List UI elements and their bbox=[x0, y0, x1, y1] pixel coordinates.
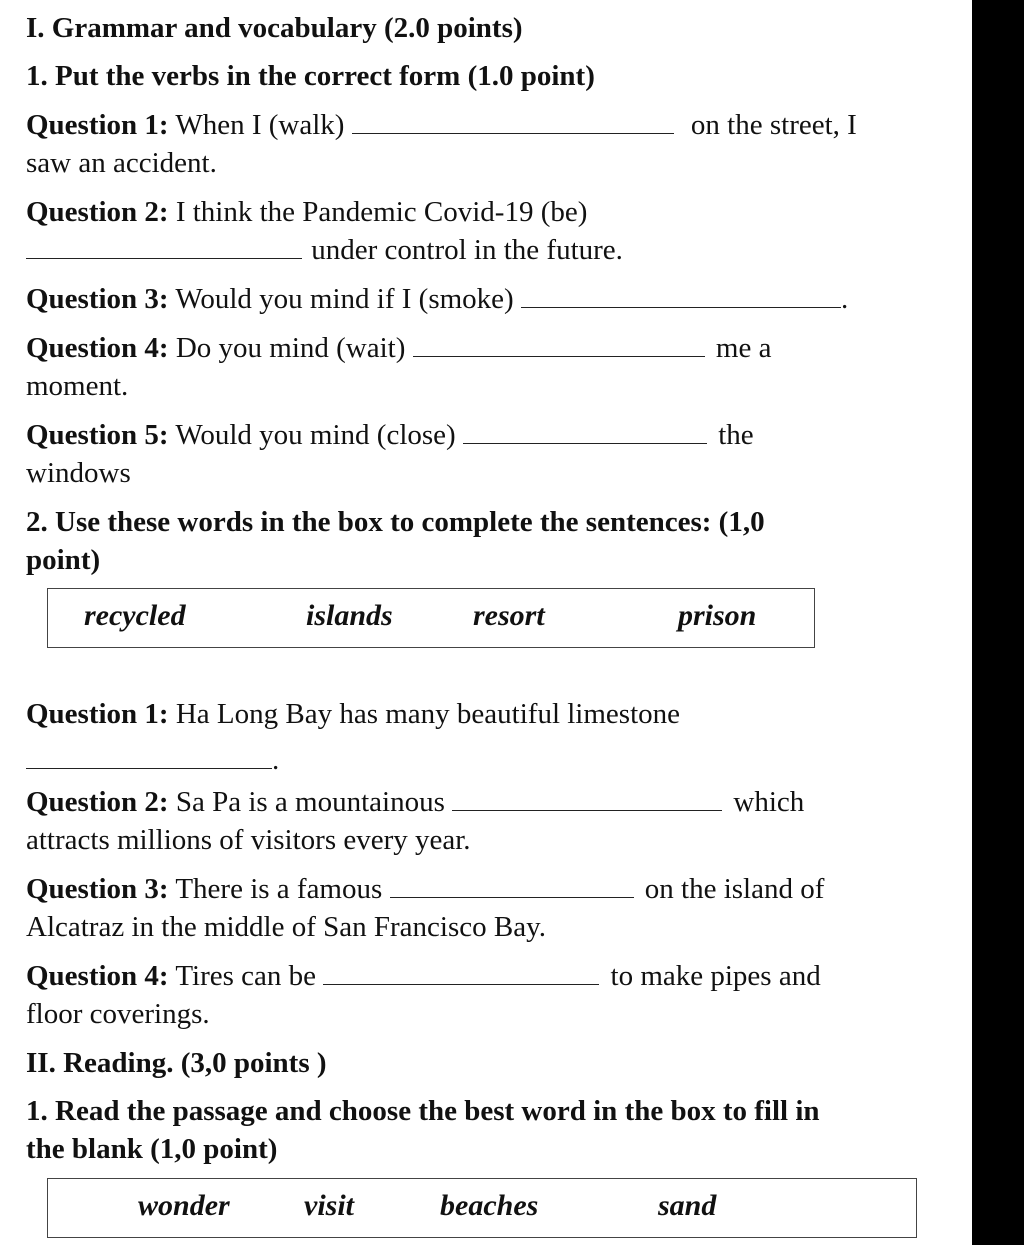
p2-question-2-cont: attracts millions of visitors every year. bbox=[26, 824, 471, 856]
p2-question-3 bbox=[26, 871, 824, 907]
p2-question-4-cont: floor coverings. bbox=[26, 998, 210, 1030]
part-2-heading-cont: point) bbox=[26, 544, 101, 576]
word-box-item: recycled bbox=[84, 599, 186, 632]
p2-question-3-cont: Alcatraz in the middle of San Francisco Bay. bbox=[26, 911, 546, 943]
answer-blank[interactable] bbox=[26, 232, 302, 259]
question-text: Tires can be bbox=[175, 960, 317, 992]
p2-question-1 bbox=[26, 696, 680, 732]
word-box-item: islands bbox=[306, 599, 393, 632]
p1-question-4 bbox=[26, 330, 771, 366]
p2-question-2 bbox=[26, 784, 804, 820]
question-text: Ha Long Bay has many beautiful limestone bbox=[175, 698, 681, 730]
answer-blank[interactable] bbox=[521, 281, 841, 308]
reading-part-1-heading: 1. Read the passage and choose the best word in the box to fill in bbox=[26, 1095, 820, 1127]
answer-blank[interactable] bbox=[413, 330, 705, 357]
question-text-after: on the island of bbox=[644, 873, 825, 905]
question-text-after: on the street, I bbox=[690, 109, 857, 141]
question-text: Would you mind if I (smoke) bbox=[175, 283, 514, 315]
p1-question-1-cont: saw an accident. bbox=[26, 147, 217, 179]
p1-question-3 bbox=[26, 281, 848, 317]
part-1-heading: 1. Put the verbs in the correct form (1.0 point) bbox=[26, 60, 595, 92]
question-text-after: which bbox=[733, 786, 805, 818]
answer-blank[interactable] bbox=[323, 958, 599, 985]
question-text-after: under control in the future. bbox=[311, 234, 623, 266]
answer-blank[interactable] bbox=[352, 107, 674, 134]
question-text-after: . bbox=[840, 283, 849, 315]
question-text: Do you mind (wait) bbox=[175, 332, 406, 364]
question-label: Question 3: bbox=[26, 873, 169, 905]
p1-question-2 bbox=[26, 194, 587, 230]
word-box-item: resort bbox=[473, 599, 545, 632]
p2-question-1-cont bbox=[26, 742, 279, 778]
word-box-item: prison bbox=[678, 599, 757, 632]
question-label: Question 1: bbox=[26, 698, 169, 730]
question-text: When I (walk) bbox=[175, 109, 345, 141]
question-label: Question 1: bbox=[26, 109, 169, 141]
question-text: Sa Pa is a mountainous bbox=[175, 786, 445, 818]
question-text-after: to make pipes and bbox=[610, 960, 821, 992]
part-2-heading: 2. Use these words in the box to complete the sentences: (1,0 bbox=[26, 506, 765, 538]
section-1-heading: I. Grammar and vocabulary (2.0 points) bbox=[26, 12, 523, 44]
question-label: Question 2: bbox=[26, 786, 169, 818]
p1-question-4-cont: moment. bbox=[26, 370, 129, 402]
answer-blank[interactable] bbox=[390, 871, 634, 898]
question-text: There is a famous bbox=[175, 873, 383, 905]
question-text: Would you mind (close) bbox=[175, 419, 456, 451]
answer-blank[interactable] bbox=[463, 417, 707, 444]
question-label: Question 4: bbox=[26, 960, 169, 992]
word-box-item: beaches bbox=[440, 1189, 539, 1222]
word-box-item: sand bbox=[658, 1189, 717, 1222]
p1-question-5-cont: windows bbox=[26, 457, 131, 489]
question-label: Question 5: bbox=[26, 419, 169, 451]
p1-question-2-cont bbox=[26, 232, 623, 268]
black-margin-bar bbox=[972, 0, 1024, 1245]
p2-question-4 bbox=[26, 958, 821, 994]
question-label: Question 2: bbox=[26, 196, 169, 228]
question-text: I think the Pandemic Covid-19 (be) bbox=[175, 196, 588, 228]
question-text-after: the bbox=[718, 419, 754, 451]
answer-blank[interactable] bbox=[452, 784, 722, 811]
word-box-2 bbox=[47, 1178, 917, 1238]
answer-blank[interactable] bbox=[26, 742, 272, 769]
question-text-after: . bbox=[272, 744, 280, 776]
reading-part-1-heading-cont: the blank (1,0 point) bbox=[26, 1133, 278, 1165]
word-box-item: wonder bbox=[138, 1189, 230, 1222]
p1-question-1 bbox=[26, 107, 857, 143]
question-label: Question 3: bbox=[26, 283, 169, 315]
p1-question-5 bbox=[26, 417, 754, 453]
question-text-after: me a bbox=[715, 332, 772, 364]
section-2-heading: II. Reading. (3,0 points ) bbox=[26, 1047, 327, 1079]
question-label: Question 4: bbox=[26, 332, 169, 364]
word-box-item: visit bbox=[304, 1189, 354, 1222]
word-box-1 bbox=[47, 588, 815, 648]
